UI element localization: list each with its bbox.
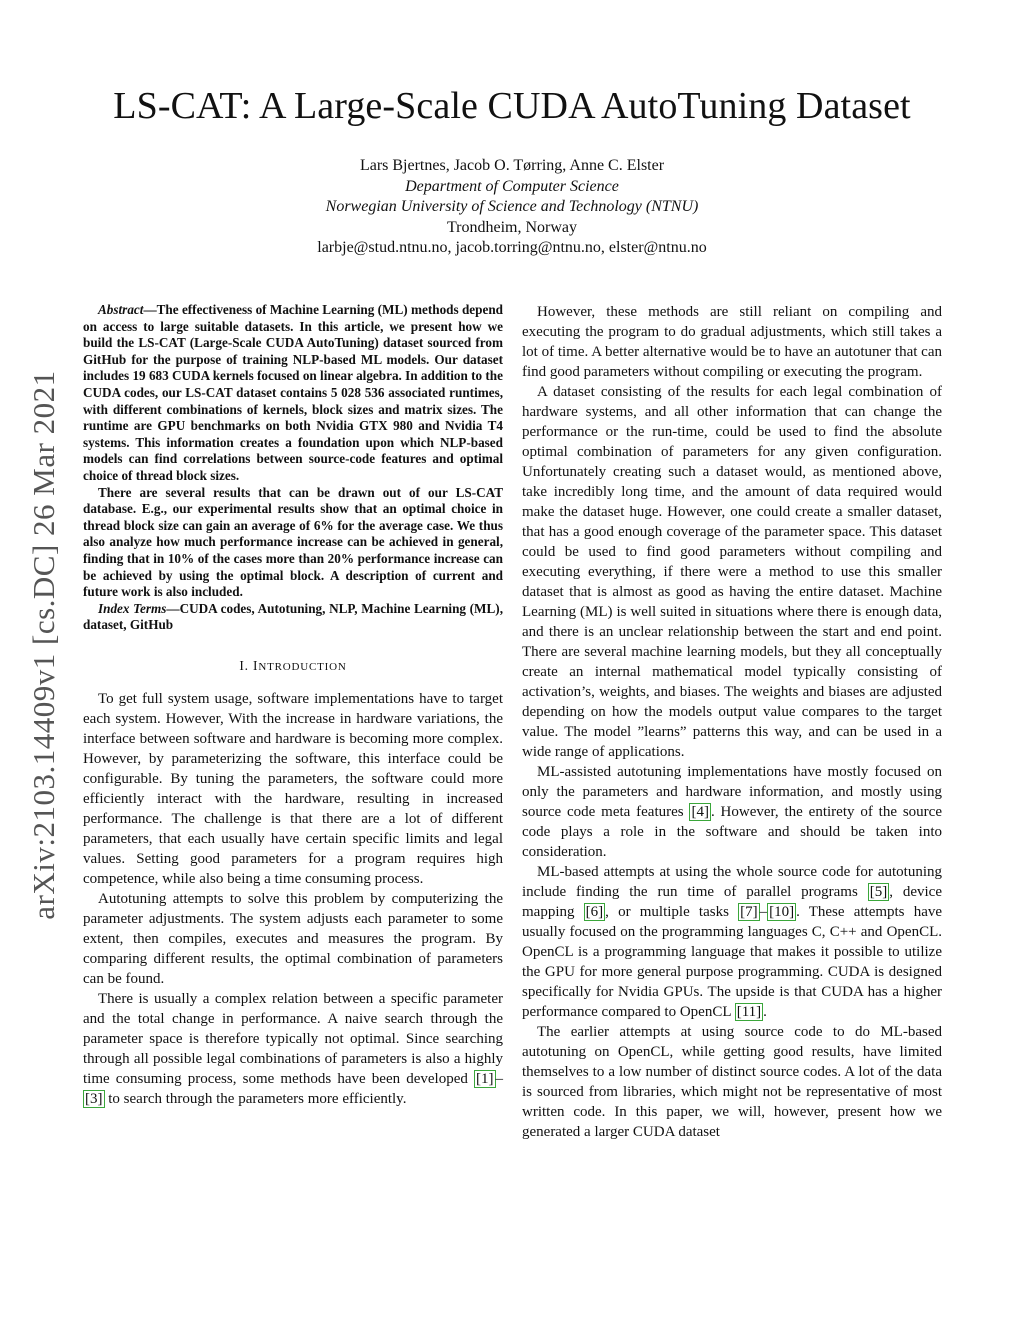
- body-paragraph-2: A dataset consisting of the results for each legal combination of hardware systems, and all other information that can change the performance or the run-time, could be used to find the absolute optimal combination of parameters for any given configuration. Unfortunately creating such a dataset would, as mentioned above, take incredibly long time, and the amount of data required would make the dataset huge. However, one could create a smaller dataset, that has a good enough coverage of the parameter space. This dataset could be used to find good parameters without compiling and executing everything, if there were a method to use this smaller dataset that is almost as good as having the entire dataset. Machine Learning (ML) is well suited in situations where there is enough data, and there is an unclear relationship between the start and end point. There are several machine learning models, but they all conceptually create an internal mathematical model typically consisting of activation’s, weights, and biases. The weights and biases are adjusted depending on how the models output value compares to the target value. The model ”learns” patterns this way, and can be used in a wide range of applications.: [522, 384, 942, 760]
- paragraph-text: to search through the parameters more efficiently.: [104, 1090, 407, 1107]
- citation-dash: –: [759, 904, 768, 920]
- left-column: [83, 302, 503, 1109]
- author-block: [0, 155, 1024, 258]
- author-department: Department of Computer Science: [405, 177, 619, 195]
- author-city: Trondheim, Norway: [446, 218, 578, 236]
- intro-paragraph-3: [83, 989, 503, 1109]
- citation-link[interactable]: [3]: [85, 1090, 103, 1107]
- index-terms-label: Index Terms: [98, 600, 167, 616]
- body-paragraph-5: The earlier attempts at using source code to do ML-based autotuning on OpenCL, while getting good results, have limited themselves to a low number of distinct source codes. A lot of the data is sourced from libraries, which might not be representative of most written code. In this paper, we will, however, present how we generated a larger CUDA dataset: [522, 1024, 942, 1140]
- paragraph-text: ML-based attempts at using the whole source code for autotuning include finding the run time of parallel programs: [522, 864, 942, 900]
- paragraph-text: There is usually a complex relation between a specific parameter and the total change in performance. A naive search through the parameter space is therefore typically not optimal. Since searching through all possible legal combinations of parameters is also a highly time consuming process, some methods have been developed: [83, 990, 503, 1087]
- abstract: [83, 302, 503, 634]
- abstract-paragraph-2: There are several results that can be drawn out of our LS-CAT database. E.g., our experimental results show that an optimal choice in thread block size can gain an average of 6% for the average case. We thus also analyze how much performance increase can be achieved in general, finding that in 10% of the cases more than 20% performance increase can be achieved by using the optimal block. A description of current and future work is also included.: [83, 484, 503, 600]
- citation-link[interactable]: [7]: [740, 904, 758, 920]
- author-emails: larbje@stud.ntnu.no, jacob.torring@ntnu.no, elster@ntnu.no: [317, 239, 707, 256]
- body-paragraph-3: [522, 762, 942, 862]
- index-terms-text: —CUDA codes, Autotuning, NLP, Machine Learning (ML), dataset, GitHub: [83, 600, 503, 633]
- section-initial: I: [253, 657, 259, 673]
- citation-link[interactable]: [1]: [476, 1070, 494, 1087]
- author-names: Lars Bjertnes, Jacob O. Tørring, Anne C. Elster: [359, 157, 665, 174]
- citation-link[interactable]: [10]: [769, 904, 795, 920]
- abstract-paragraph: [83, 302, 503, 485]
- citation-dash: –: [495, 1070, 503, 1087]
- paragraph-text: .: [763, 1004, 767, 1020]
- section-numeral: I.: [239, 657, 254, 673]
- citation-link[interactable]: [11]: [736, 1004, 762, 1020]
- arxiv-sidebar: [24, 340, 64, 950]
- citation-link[interactable]: [4]: [691, 804, 709, 820]
- citation-link[interactable]: [5]: [869, 884, 888, 900]
- citation-link[interactable]: [6]: [585, 904, 604, 920]
- section-heading-introduction: [83, 656, 503, 677]
- author-university: Norwegian University of Science and Technology (NTNU): [325, 198, 699, 215]
- paragraph-text: , device mapping: [522, 884, 942, 920]
- arxiv-identifier: arXiv:2103.14409v1 [cs.DC] 26 Mar 2021: [26, 370, 61, 920]
- paragraph-text: ML-assisted autotuning implementations have mostly focused on only the parameters and hardware information, and mostly using source code meta features: [522, 764, 942, 820]
- intro-paragraph-1: To get full system usage, software implementations have to target each system. However, With the increase in hardware variations, the interface between software and hardware is becoming more complex. However, by parameterizing the software, this interface could be configurable. By tuning the parameters, the software could more efficiently interact with the hardware, resulting in increased performance. The challenge is that there are a lot of different parameters, that each usually have certain specific limits and legal values. Setting good parameters for a program requires high competence, while also being a time consuming process.: [83, 690, 503, 887]
- paragraph-text: . However, the entirety of the source code plays a role in the software and should be taken into consideration.: [522, 804, 942, 860]
- right-column: [522, 302, 942, 1142]
- body-paragraph-1: However, these methods are still reliant on compiling and executing the program to do gradual adjustments, which still takes a lot of time. A better alternative would be to have an autotuner that can find good parameters without compiling or executing the program.: [522, 304, 942, 380]
- paper-title: LS-CAT: A Large-Scale CUDA AutoTuning Dataset: [113, 85, 911, 127]
- paragraph-text: . These attempts have usually focused on the programming languages C, C++ and OpenCL. OpenCL is a programming language that makes it possible to utilize the GPU for more general purpose programming. CUDA is designed specifically for Nvidia GPUs. The upside is that CUDA has a higher performance compared to OpenCL: [522, 904, 943, 1020]
- section-title-rest: NTRODUCTION: [258, 660, 347, 673]
- abstract-label: Abstract: [98, 302, 144, 317]
- index-terms: [83, 601, 503, 634]
- body-paragraph-4: [522, 862, 942, 1022]
- intro-paragraph-2: Autotuning attempts to solve this problem by computerizing the parameter adjustments. The system adjusts each parameter to some extent, then compiles, executes and measures the program. By comparing different results, the optimal combination of parameters can be found.: [83, 890, 503, 987]
- paragraph-text: , or multiple tasks: [605, 904, 739, 920]
- abstract-text: —The effectiveness of Machine Learning (ML) methods depend on access to large suitable datasets. In this article, we present how we build the LS-CAT (Large-Scale CUDA AutoTuning) dataset sourced from GitHub for the purpose of training NLP-based ML models. Our dataset includes 19 683 CUDA kernels focused on linear algebra. In addition to the CUDA codes, our LS-CAT dataset contains 5 028 536 associated runtimes, with different combinations of kernels, block sizes and matrix sizes. The runtime are GPU benchmarks on both Nvidia GTX 980 and Nvidia T4 systems. This information creates a foundation upon which NLP-based models can find correlations between source-code features and optimal choice of thread block sizes.: [83, 302, 503, 483]
